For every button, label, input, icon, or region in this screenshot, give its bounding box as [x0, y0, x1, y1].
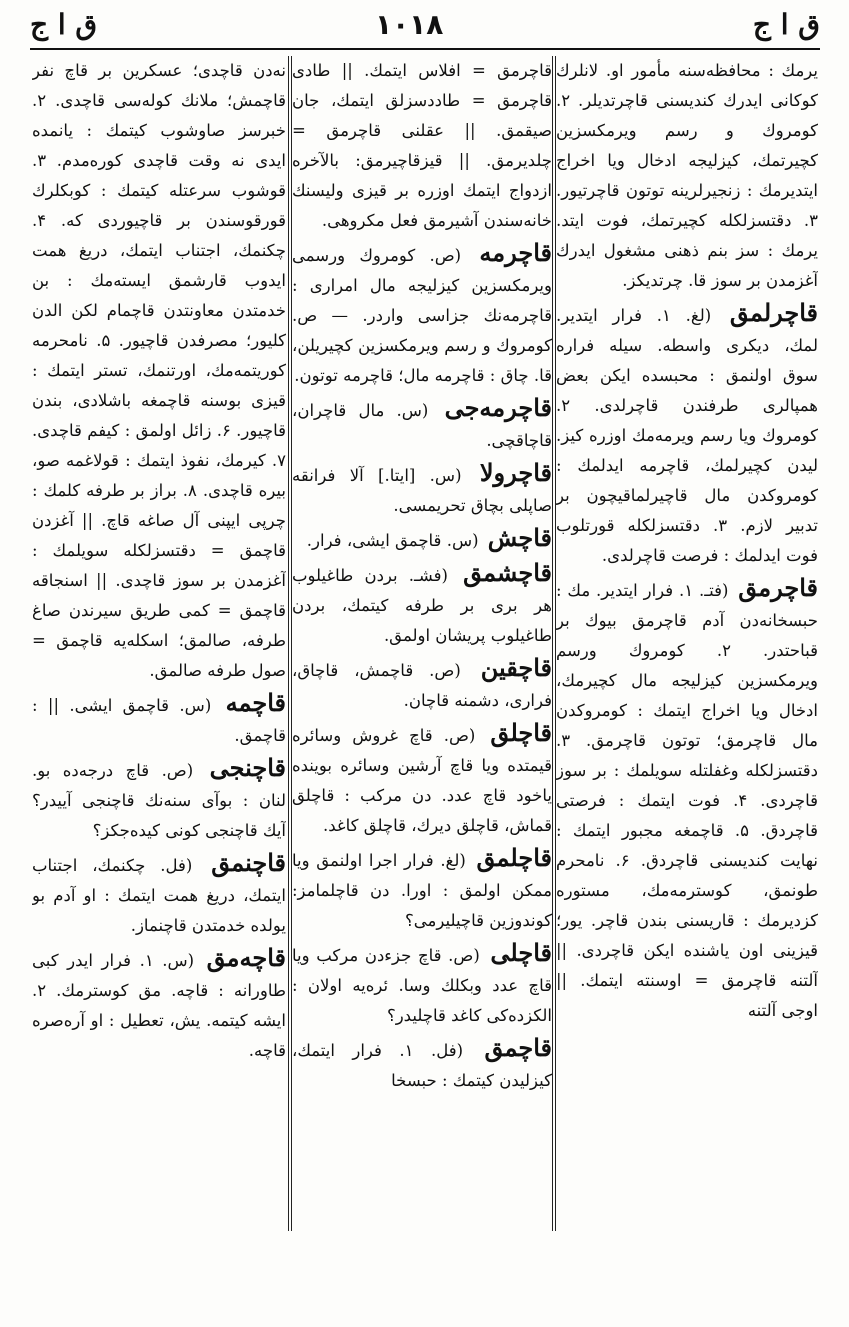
dictionary-entry [292, 238, 552, 391]
dictionary-entry [292, 653, 552, 716]
entry-text: (فتـ. ۱. فرار ایتدیر. مك : حبسخانه‌دن آدم قاچرمق بیوك بر قباحتدر. ۲. کومروك ورسم ویرمکسزین کیزلیجه مال کچیرمك، ادخال ویا اخراج ایتمك : کومروکدن مال قاچرمق؛ توتون قاچرمق. ۳. دقتسزلکله وغفلتله سویلمك : بر سوز قاچردی. ۴. فوت ایتمك : فرصتی قاچردق. ۵. قاچمغه مجبور ایتمك : نهایت کندیسنی قاچردق. ۶. نامحرم طونمق، کوسترمه‌مك، مستوره کزدیرمك : قاریسنی بندن قاچر. یور؛ قیزینی اون یاشنده ایکن قاچردی. || آلتنه قاچرمق = اوسنته ایتمك. || اوجی آلتنه [556, 581, 818, 1020]
entry-text: (س. قاچمق ایشی. || : قاچمق. [32, 696, 286, 745]
entry-headword: قاچلمق [476, 843, 552, 872]
entry-headword: قاچنمق [211, 848, 286, 877]
entry-text: نه‌دن قاچدی؛ عسکرین بر قاچ نفر قاچمش؛ ملانك کوله‌سی قاچدی. ۲. خبرسز صاوشوب کیتمك : یانمده ایدی نه وقت قاچدی کوره‌مدم. ۳. قوشوب سرعتله کیتمك : کوبکلرك قورقوسندن بر قاچیوردی که. ۴. چکنمك، اجتناب ایتمك، دریغ همت ایدوب قارشمق ایسته‌مك : بن خدمتدن معاونتدن قاچمام لکن الدن کلیور؛ مصرفدن قاچیور. ۵. نامحرمه کوریتمه‌مك، اورتنمك، تستر ایتمك : قیزی بوسنه قاچمغه باشلادی، بندن قاچیور. ۶. زائل اولمق : کیفم قاچدی. ۷. کیرمك، نفوذ ایتمك : قولاغمه صو، بیره قاچدی. ۸. براز بر طرفه کلمك : چرپی ایپنی آل صاغه قاچ. || آغزدن قاچمق = دقتسزلکله سویلمك : آغزمدن بر سوز قاچدی. || اسنجاقه قاچمق = کمی طریق سیرندن صاغ طرفه، صالمق؛ اسکله‌یه قاچمق = صول طرفه صالمق. [32, 61, 286, 680]
dictionary-entry [292, 523, 552, 556]
dictionary-entry [292, 458, 552, 521]
dictionary-entry [292, 1033, 552, 1096]
entry-text: (لغ. ۱. فرار ایتدیر. لمك، دیکری واسطه. سیله فراره سوق اولنمق : محبسده ایکن بعض همپالری طرفندن قاچرلدی. ۲. کومروك ویا رسم ویرمه‌مك اوزره کیز. لیدن کچیرلمك، قاچرمه ایدلمك : کومروکدن مال قاچیرلماقیچون بر تدبیر لازم. ۳. دقتسزلکله قورتلوب فوت ایدلمك : فرصت قاچرلدی. [556, 306, 818, 565]
dictionary-entry [32, 753, 286, 846]
entry-headword: قاچرمق [738, 573, 818, 602]
entry-text: (فل. چکنمك، اجتناب ایتمك، دریغ همت ایتمك : او آدم بو یولده خدمتدن قاچنماز. [32, 856, 286, 935]
running-title-left: ق ا ج [30, 8, 98, 41]
column-right [556, 56, 818, 1241]
entry-headword: قاچنجی [209, 753, 286, 782]
entry-headword: قاچقین [480, 653, 552, 682]
dictionary-entry [292, 938, 552, 1031]
entry-headword: قاچمه [225, 688, 286, 717]
entry-headword: قاچه‌مق [206, 943, 286, 972]
dictionary-entry [292, 558, 552, 651]
entry-headword: قاچرولا [479, 458, 552, 487]
entry-headword: قاچرمه [479, 238, 552, 267]
header-rule [30, 48, 820, 50]
entry-headword: قاچش [487, 523, 552, 552]
dictionary-entry [32, 56, 286, 686]
dictionary-entry [292, 718, 552, 841]
entry-text: قاچرمق = افلاس ایتمك. || طادی قاچرمق = طاددسزلق ایتمك، جان صیقمق. || عقلنی قاچرمق = چلدیرمق. || قیزقاچیرمق: بالآخره ازدواج ایتمك اوزره بر قیزی ولیسنك خانه‌سندن آشیرمق فعل مکروهی. [292, 61, 552, 230]
entry-text: (فشـ. بردن طاغیلوب هر بری بر طرفه کیتمك، بردن طاغیلوب پریشان اولمق. [292, 566, 552, 645]
entry-text: (س. [ایتا.] آلا فرانقه صاپلی بچاق تحریمسی. [292, 466, 552, 515]
entry-headword: قاچرلمق [729, 298, 818, 327]
dictionary-entry [556, 56, 818, 296]
entry-headword: قاچمق [484, 1033, 552, 1062]
dictionary-entry [292, 843, 552, 936]
column-middle [292, 56, 552, 1241]
dictionary-entry [32, 688, 286, 751]
dictionary-entry [32, 848, 286, 941]
dictionary-entry [32, 943, 286, 1066]
entry-headword: قاچلق [490, 718, 552, 747]
entry-text: یرمك : محافظه‌سنه مأمور او. لانلرك کوکانی ایدرك کندیسنی قاچرتدیلر. ۲. کومروك و رسم ویرمکسزین کچیرتمك، کیزلیجه ادخال ویا اخراج ایتدیرمك : زنجیرلرینه توتون قاچرتیور. ۳. دقتسزلکله کچیرتمك، فوت ایتد. یرمك : سز بنم ذهنی مشغول ایدرك آغزمدن بر سوز قا. چرتدیکز. [556, 61, 818, 290]
page-number: ۱۰۱۸ [375, 8, 444, 41]
entry-headword: قاچرمه‌جی [444, 393, 552, 422]
dictionary-entry [292, 56, 552, 236]
entry-headword: قاچلی [490, 938, 552, 967]
dictionary-entry [556, 573, 818, 1026]
dictionary-entry [556, 298, 818, 571]
running-title-right: ق ا ج [752, 8, 820, 41]
entry-headword: قاچشمق [463, 558, 552, 587]
entry-text: (س. قاچمق ایشی، فرار. [306, 531, 479, 550]
entry-text: (فل. ۱. فرار ایتمك، کیزلیدن کیتمك : حبسخا [292, 1041, 552, 1090]
entry-text: (لغ. فرار اجرا اولنمق ویا ممکن اولمق : اورا. دن قاچلمامز: کوندوزین قاچیلیرمی؟ [292, 851, 552, 930]
dictionary-entry [292, 393, 552, 456]
entry-text: (ص. قاچ جزءدن مرکب ویا قاچ عدد وبکلك وسا. ئره‌یه اولان : الکزده‌کی کاغد قاچلیدر؟ [292, 946, 552, 1025]
page-header [30, 0, 820, 50]
entry-text: (ص. قاچمش، قاچاق، فراری، دشمنه قاچان. [292, 661, 552, 710]
entry-text: (س. مال قاچران، قاچاقچی. [292, 401, 552, 450]
entry-text: (ص. کومروك ورسمی ویرمکسزین کیزلیجه مال امراری : قاچرمه‌نك جزاسی واردر. — ص. کومروك و رسم ویرمکسزین کچیریلن، قا. چاق : قاچرمه مال؛ قاچرمه توتون. [292, 246, 552, 385]
entry-text: (ص. قاچ غروش وسائره قیمتده ویا قاچ آرشین وسائره بوینده یاخود قاچ عدد. دن مرکب : قاچلق قماش، قاچلق دیرك، قاچلق کاغد. [292, 726, 552, 835]
entry-text: (ص. قاچ درجه‌ده بو. لنان : بوآی سنه‌نك قاچنجی آییدر؟ آیك قاچنجی کونی کیده‌جکز؟ [32, 761, 286, 840]
entry-text: (س. ۱. فرار ایدر کبی طاورانه : قاچه. مق کوسترمك. ۲. ایشه کیتمه. یش، تعطیل : او آره‌صره قاچه. [32, 951, 286, 1060]
column-left [32, 56, 286, 1241]
